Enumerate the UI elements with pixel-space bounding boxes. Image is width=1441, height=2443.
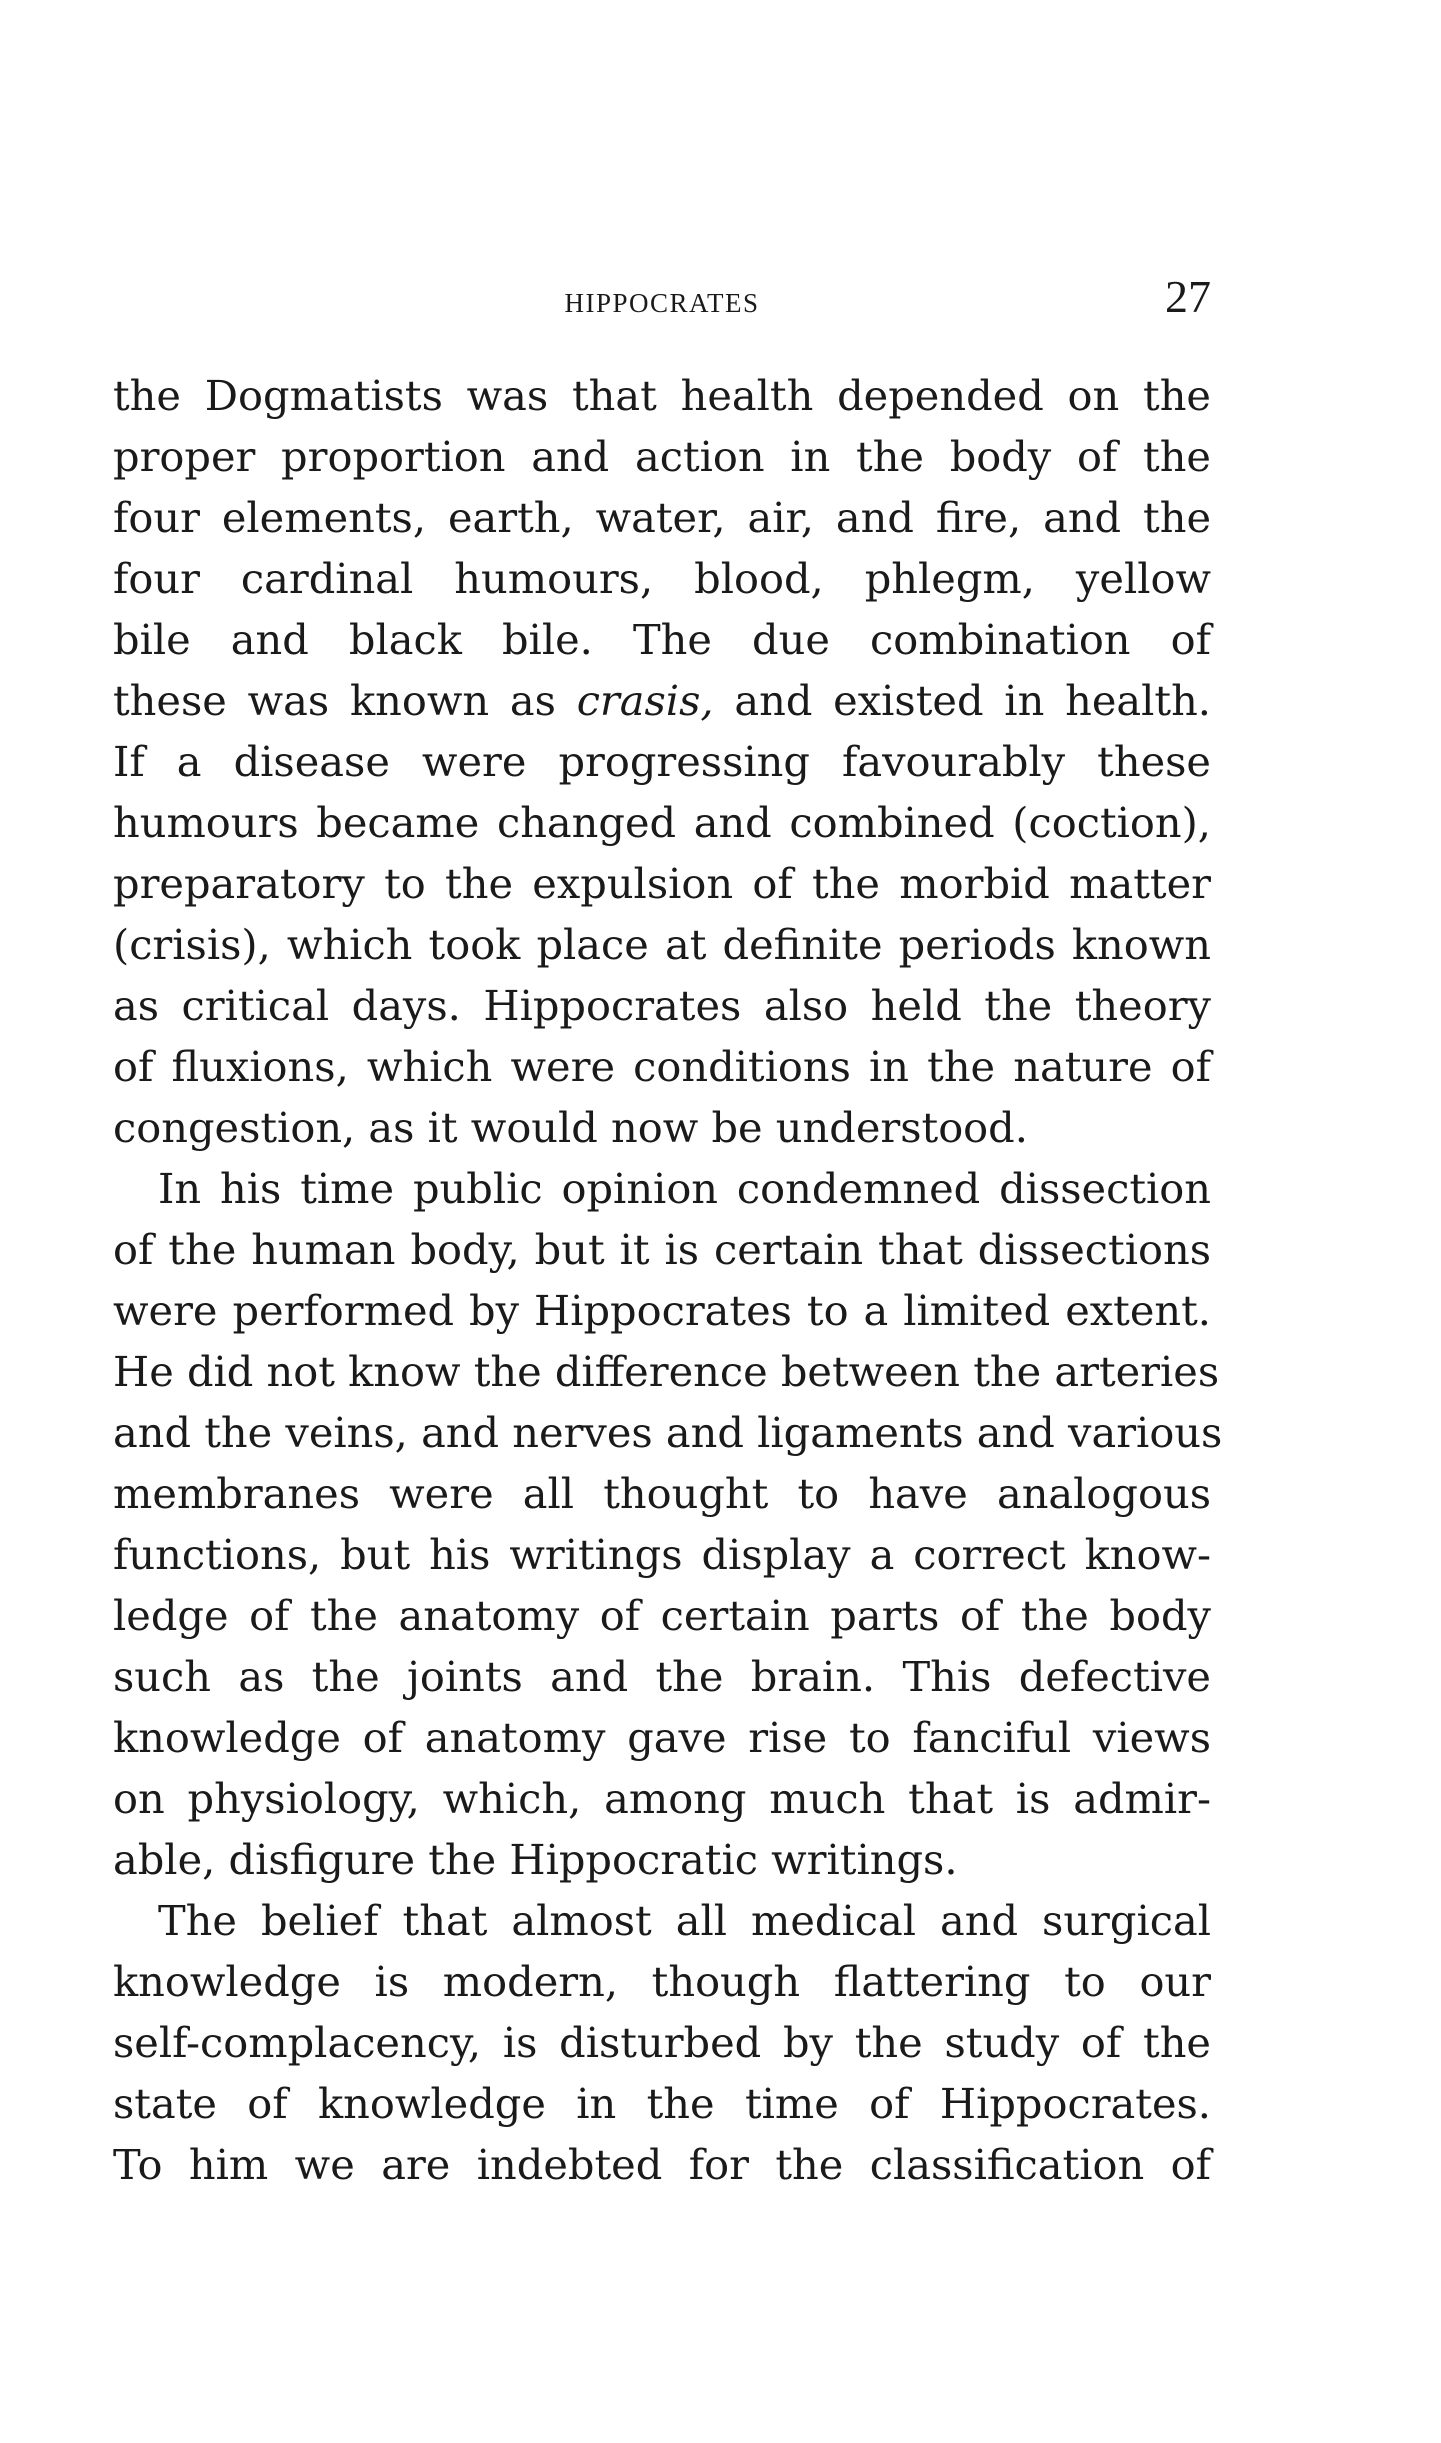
text-segment: these was known as — [113, 676, 577, 725]
text-line: were performed by Hippocrates to a limited extent. — [113, 1286, 1211, 1335]
text-line: congestion, as it would now be understood. — [113, 1103, 1028, 1152]
paragraph-dogmatists — [113, 365, 1211, 1158]
text-line: as critical days. Hippocrates also held the theory — [113, 981, 1211, 1030]
body-text — [113, 365, 1223, 2195]
text-line: self-complacency, is disturbed by the study of the — [113, 2018, 1211, 2067]
paragraph-classification — [113, 1890, 1211, 2195]
text-line: the Dogmatists was that health depended on the — [113, 371, 1211, 420]
text-line: In his time public opinion condemned dissection — [158, 1164, 1211, 1213]
text-line: (crisis), which took place at definite periods known — [113, 920, 1211, 969]
text-line: of fluxions, which were conditions in the nature of — [113, 1042, 1211, 1091]
text-line: knowledge of anatomy gave rise to fanciful views — [113, 1713, 1211, 1762]
text-line: To him we are indebted for the classification of — [113, 2140, 1211, 2189]
text-line: humours became changed and combined (coction), — [113, 798, 1211, 847]
running-head — [113, 270, 1211, 330]
text-line: four cardinal humours, blood, phlegm, yellow — [113, 554, 1211, 603]
italic-term-crasis: crasis, — [576, 676, 714, 725]
running-title: HIPPOCRATES — [564, 288, 760, 318]
text-segment: and existed in health. — [713, 676, 1211, 725]
paragraph-dissection — [113, 1158, 1223, 1890]
text-line: on physiology, which, among much that is admir- — [113, 1774, 1211, 1823]
text-line: and the veins, and nerves and ligaments and various — [113, 1408, 1223, 1457]
text-line: preparatory to the expulsion of the morbid matter — [113, 859, 1211, 908]
text-line: functions, but his writings display a correct know- — [113, 1530, 1211, 1579]
text-line: proper proportion and action in the body of the — [113, 432, 1211, 481]
text-line: bile and black bile. The due combination of — [113, 615, 1211, 664]
text-line: If a disease were progressing favourably these — [113, 737, 1211, 786]
text-line: membranes were all thought to have analogous — [113, 1469, 1211, 1518]
text-line: of the human body, but it is certain that dissections — [113, 1225, 1211, 1274]
text-line: ledge of the anatomy of certain parts of the body — [113, 1591, 1211, 1640]
text-line: state of knowledge in the time of Hippocrates. — [113, 2079, 1211, 2128]
text-line — [113, 670, 1211, 731]
text-line: able, disfigure the Hippocratic writings. — [113, 1835, 958, 1884]
text-line: four elements, earth, water, air, and fire, and the — [113, 493, 1211, 542]
page-number: 27 — [1165, 271, 1211, 322]
text-line: knowledge is modern, though flattering to our — [113, 1957, 1211, 2006]
text-line: such as the joints and the brain. This defective — [113, 1652, 1211, 1701]
text-line: The belief that almost all medical and surgical — [158, 1896, 1211, 1945]
text-line: He did not know the difference between the arteries — [113, 1347, 1220, 1396]
